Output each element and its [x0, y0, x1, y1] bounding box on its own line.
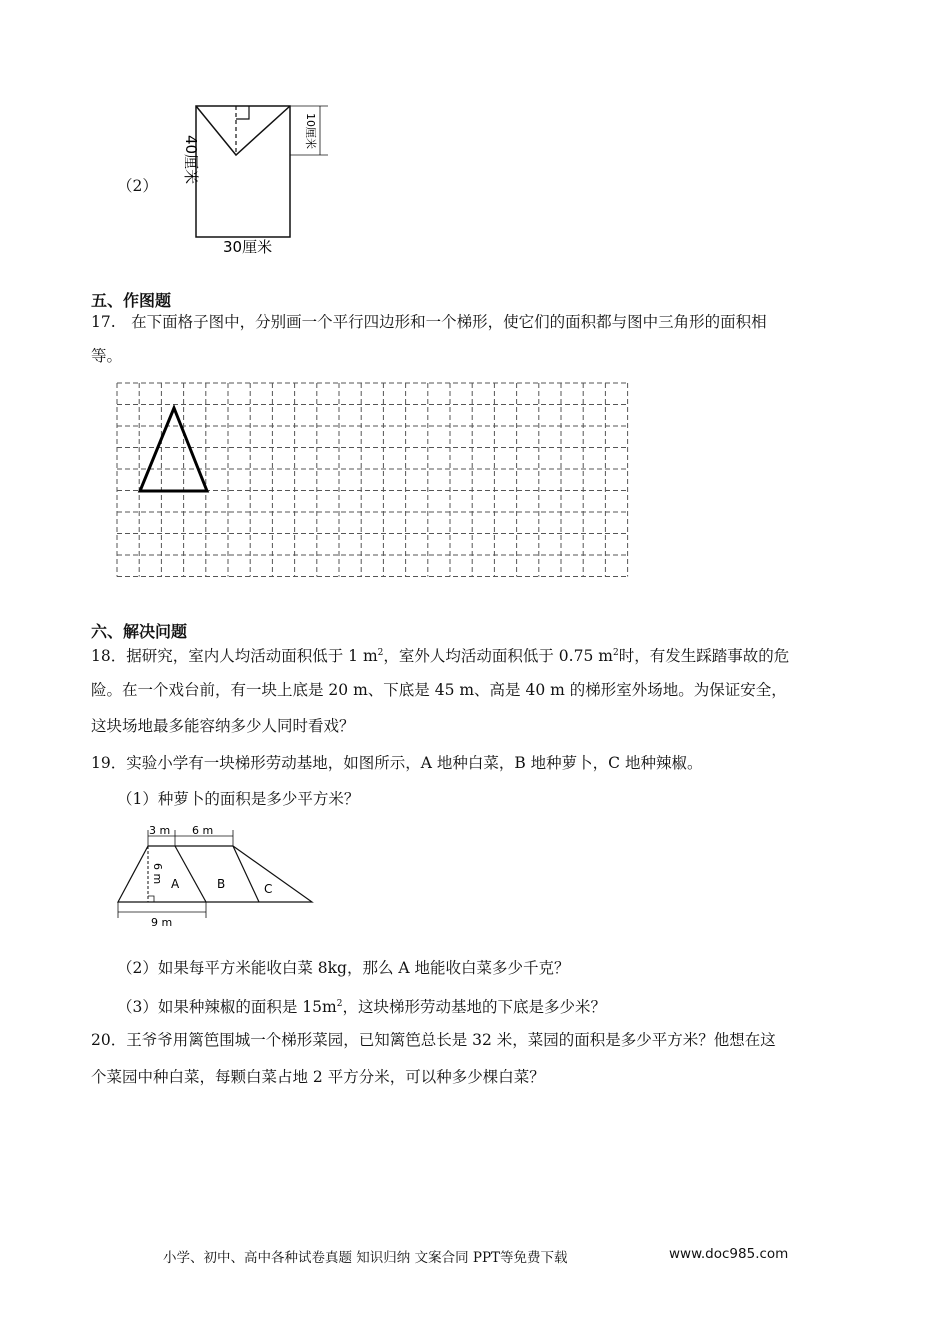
label-region-c: C	[264, 882, 273, 896]
label-region-a: A	[171, 877, 180, 891]
q19-intro: 19．实验小学有一块梯形劳动基地，如图所示，A 地种白菜，B 地种萝卜，C 地种辣椒。	[91, 754, 703, 772]
q19-sub2: （2）如果每平方米能收白菜 8kg，那么 A 地能收白菜多少千克？	[117, 959, 570, 977]
fig-q2-diagram	[160, 95, 340, 260]
label-region-b: B	[217, 877, 226, 891]
label-top-right: 6 m	[192, 824, 214, 837]
label-bottom: 9 m	[151, 916, 173, 929]
q17-line1: 17. 在下面格子图中，分别画一个平行四边形和一个梯形，使它们的面积都与图中三角形的面积相	[91, 313, 767, 331]
notch-label: 10厘米	[304, 113, 317, 149]
q18-line2: 险。在一个戏台前，有一块上底是 20 m、下底是 45 m、高是 40 m 的梯形室外场地。为保证安全，	[91, 681, 787, 699]
fig-q2-label: （2）	[117, 177, 158, 195]
q19-trapezoid-figure	[112, 818, 322, 936]
section6-heading: 六、解决问题	[91, 622, 188, 641]
q19-sub3: （3）如果种辣椒的面积是 $15m^2$，这块梯形劳动基地的下底是多少米？	[117, 998, 606, 1017]
grid-lines	[117, 383, 628, 577]
outer-rectangle	[196, 106, 290, 237]
trapezoid-outline	[118, 846, 312, 902]
label-top-left: 3 m	[149, 824, 171, 837]
height-label: 40厘米	[182, 135, 200, 185]
q20-line2: 个菜园中种白菜，每颗白菜占地 2 平方分米，可以种多少棵白菜？	[91, 1068, 545, 1086]
v-notch	[196, 106, 290, 155]
label-height: 6 m	[151, 863, 164, 885]
divider-b-c	[233, 846, 259, 902]
footer-site: www.doc985.com	[669, 1246, 789, 1262]
footer-text: 小学、初中、高中各种试卷真题 知识归纳 文案合同 PPT等免费下载	[163, 1250, 568, 1266]
width-label: 30厘米	[223, 238, 273, 256]
q20-line1: 20．王爷爷用篱笆围城一个梯形菜园，已知篱笆总长是 32 米，菜园的面积是多少平方米？他想在这	[91, 1031, 776, 1049]
q18-line1: 18．据研究，室内人均活动面积低于 1 $m^2$，室外人均活动面积低于 0.75 $m^2$时，有发生踩踏事故的危	[91, 647, 790, 666]
grid-triangle	[140, 408, 207, 491]
section5-heading: 五、作图题	[91, 291, 172, 310]
divider-a-b	[175, 846, 206, 902]
right-angle-mark	[148, 896, 154, 902]
right-angle-mark	[236, 106, 249, 119]
q19-sub1: （1）种萝卜的面积是多少平方米？	[117, 790, 360, 808]
q18-line3: 这块场地最多能容纳多少人同时看戏？	[91, 717, 355, 735]
q17-line2: 等。	[91, 347, 123, 365]
drawing-grid	[112, 378, 640, 584]
